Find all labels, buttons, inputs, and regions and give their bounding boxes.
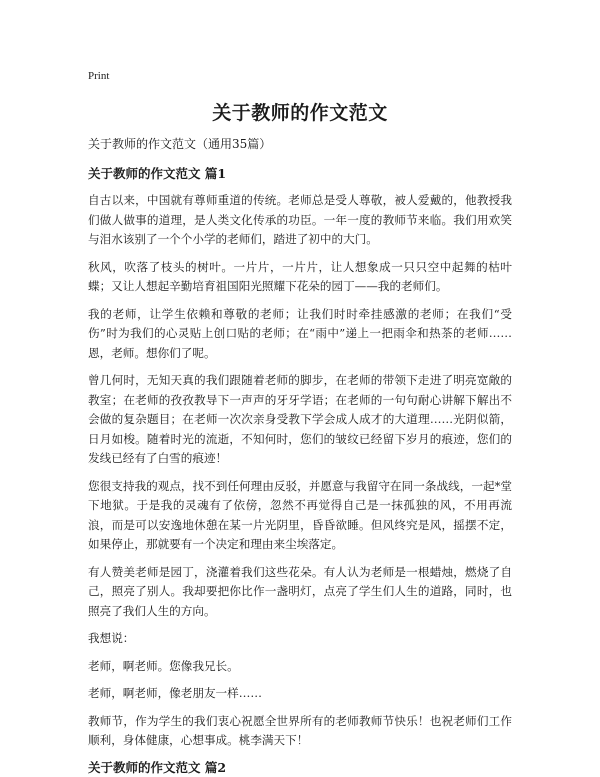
paragraph: 有人赞美老师是园丁，浇灌着我们这些花朵。有人认为老师是一根蜡烛，燃烧了自己，照亮了别人。我却要把你比作一盏明灯，点亮了学生们人生的道路，同时，也照亮了我们人生的方向。 xyxy=(88,564,512,618)
paragraph: 您很支持我的观点，找不到任何理由反驳，并愿意与我留守在同一条战线，一起*堂下地狱。于是我的灵魂有了依傍，忽然不再觉得自己是一抹孤独的风，不用再流浪，而是可以安逸地休憩在某一片光阴里，昏昏欲睡。但风终究是风，摇摆不定，如果停止，那就要有一个决定和理由来尘埃落定。 xyxy=(88,478,512,551)
section-heading: 关于教师的作文范文 篇1 xyxy=(88,166,227,181)
paragraph: 秋风，吹落了枝头的树叶。一片片，一片片，让人想象成一只只空中起舞的枯叶蝶；又让人想起辛勤培育祖国阳光照耀下花朵的园丁——我的老师们。 xyxy=(88,259,512,293)
section-1 xyxy=(88,165,512,751)
section-heading: 关于教师的作文范文 篇2 xyxy=(88,759,227,775)
page-title: 关于教师的作文范文 xyxy=(212,102,388,124)
paragraph: 老师，啊老师，像老朋友一样…… xyxy=(88,686,262,700)
paragraph: 自古以来，中国就有尊师重道的传统。老师总是受人尊敬，被人爱戴的，他教授我们做人做事的道理，是人类文化传承的功臣。一年一度的教师节来临。我们用欢笑与泪水该别了一个个小学的老师们，踏进了初中的大门。 xyxy=(88,193,512,246)
print-label: Print xyxy=(88,70,110,82)
paragraph: 我的老师，让学生依赖和尊敬的老师；让我们时时牵挂感激的老师；在我们“受伤”时为我们的心灵贴上创口贴的老师；在“雨中”递上一把雨伞和热茶的老师……恩，老师。想你们了呢。 xyxy=(88,306,512,360)
paragraph: 我想说： xyxy=(88,631,135,645)
section-2 xyxy=(88,759,512,777)
paragraph: 曾几何时，无知天真的我们跟随着老师的脚步，在老师的带领下走进了明亮宽敞的教室；在老师的孜孜教导下一声声的牙牙学语；在老师的一句句耐心讲解下解出不会做的复杂题目；在老师一次次亲身受教下学会成人成才的大道理……光阴似箭，日月如梭。随着时光的流逝，不知何时，您们的皱纹已经留下岁月的痕迹，您们的发线已经有了白雪的痕迹！ xyxy=(88,373,512,465)
paragraph: 老师，啊老师。您像我兄长。 xyxy=(88,658,239,673)
paragraph: 教师节，作为学生的我们衷心祝愿全世界所有的老师教师节快乐！也祝老师们工作顺利，身体健康，心想事成。桃李满天下！ xyxy=(88,713,512,747)
page-subtitle: 关于教师的作文范文（通用35篇） xyxy=(88,137,272,151)
